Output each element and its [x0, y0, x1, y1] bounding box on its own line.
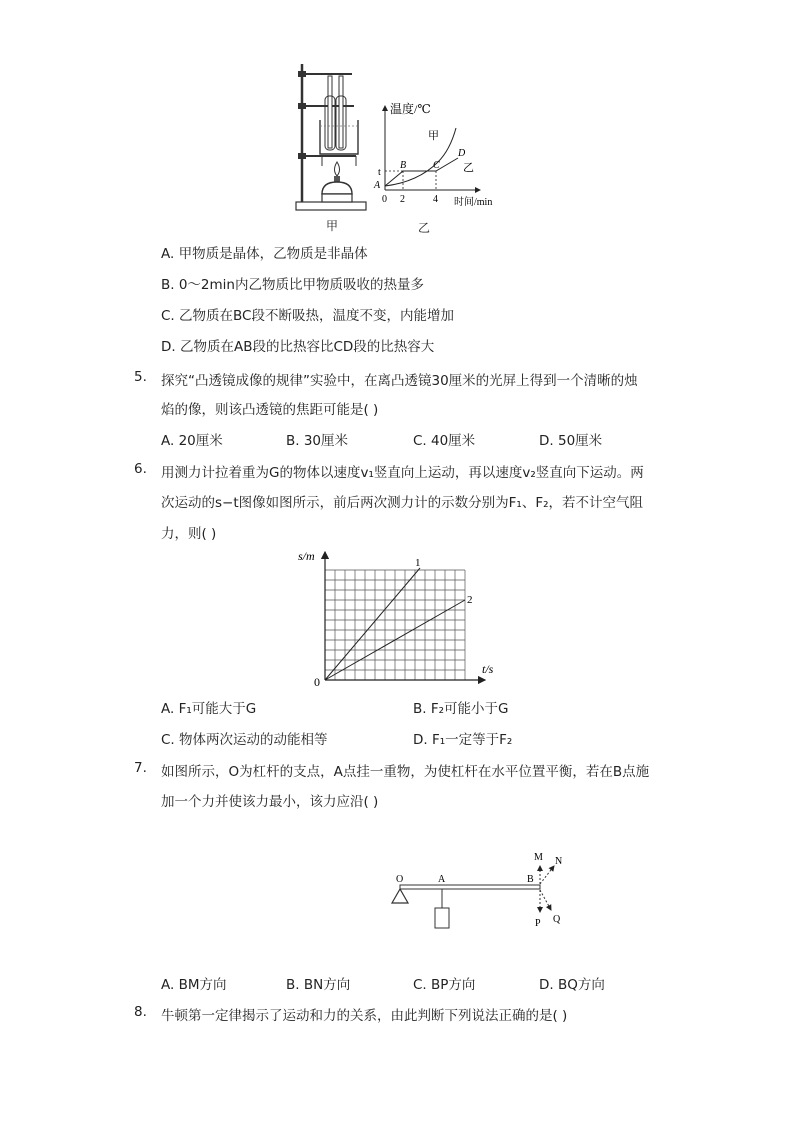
q6-option-d: D. F₁一定等于F₂ — [413, 732, 513, 748]
q5-text-line-1: 探究“凸透镜成像的规律”实验中，在离凸透镜30厘米的光屏上得到一个清晰的烛 — [161, 373, 638, 389]
temperature-time-graph — [368, 100, 508, 212]
q6-option-c: C. 物体两次运动的动能相等 — [161, 732, 328, 748]
q7-text-line-1: 如图所示，O为杠杆的支点，A点挂一重物，为使杠杆在水平位置平衡，若在B点施 — [161, 764, 650, 780]
q8-text-line-1: 牛顿第一定律揭示了运动和力的关系，由此判断下列说法正确的是( ) — [161, 1008, 568, 1024]
q7-option-c: C. BP方向 — [413, 977, 476, 993]
q8-number: 8. — [134, 1004, 147, 1020]
apparatus-caption: 甲 — [326, 219, 339, 233]
q5-option-a: A. 20厘米 — [161, 433, 223, 449]
q6-option-b: B. F₂可能小于G — [413, 701, 509, 717]
hanging-weight — [435, 908, 449, 928]
point-a-label: A — [374, 180, 381, 191]
q6-text-line-3: 力，则( ) — [161, 526, 217, 542]
lever-label-a: A — [438, 874, 446, 885]
q7-option-d: D. BQ方向 — [539, 977, 605, 993]
s-t-graph — [290, 546, 500, 692]
curve-yi — [385, 158, 458, 186]
q6-number: 6. — [134, 461, 147, 477]
graph-xlabel: 时间/min — [454, 197, 493, 208]
curve-jia-label: 甲 — [428, 130, 439, 142]
q5-option-d: D. 50厘米 — [539, 433, 603, 449]
st-origin: 0 — [314, 675, 320, 689]
q7-text-line-2: 加一个力并使该力最小，该力应沿( ) — [161, 794, 379, 810]
graph-ylabel: 温度/℃ — [390, 102, 431, 116]
tick-2: 2 — [400, 194, 405, 205]
q4-option-d: D. 乙物质在AB段的比热容比CD段的比热容大 — [161, 339, 435, 355]
lever-label-n: N — [555, 856, 563, 867]
lever-label-b: B — [527, 874, 534, 885]
heating-apparatus-figure — [292, 62, 374, 214]
q4-option-a: A. 甲物质是晶体，乙物质是非晶体 — [161, 246, 368, 262]
st-line-1 — [325, 568, 420, 680]
q5-number: 5. — [134, 369, 147, 385]
point-b-label: B — [400, 160, 407, 171]
lever-diagram — [388, 848, 584, 934]
q7-option-b: B. BN方向 — [286, 977, 351, 993]
st-xlabel: t/s — [482, 662, 494, 676]
fulcrum — [392, 889, 408, 903]
q4-option-c: C. 乙物质在BC段不断吸热，温度不变，内能增加 — [161, 308, 454, 324]
q6-text-line-2: 次运动的s−t图像如图所示，前后两次测力计的示数分别为F₁、F₂，若不计空气阻 — [161, 495, 643, 511]
tick-4: 4 — [433, 194, 438, 205]
q4-option-b: B. 0～2min内乙物质比甲物质吸收的热量多 — [161, 277, 424, 293]
st-line-1-label: 1 — [415, 557, 421, 569]
lever-label-m: M — [534, 852, 543, 863]
arrow-bq — [540, 890, 551, 910]
lever-label-q: Q — [553, 914, 561, 925]
q5-option-c: C. 40厘米 — [413, 433, 476, 449]
q6-option-a: A. F₁可能大于G — [161, 701, 257, 717]
lever-label-p: P — [535, 918, 541, 929]
curve-yi-label: 乙 — [463, 162, 474, 174]
point-d-label: D — [458, 148, 466, 159]
graph-grid — [325, 570, 465, 680]
q5-option-b: B. 30厘米 — [286, 433, 349, 449]
q5-text-line-2: 焰的像，则该凸透镜的焦距可能是( ) — [161, 402, 379, 418]
q7-number: 7. — [134, 760, 147, 776]
st-ylabel: s/m — [298, 549, 315, 563]
lever-bar — [400, 885, 540, 889]
t-label: t — [378, 167, 381, 178]
st-line-2-label: 2 — [467, 594, 473, 606]
graph-caption: 乙 — [418, 221, 431, 235]
point-c-label: C — [433, 160, 440, 171]
tick-0: 0 — [382, 194, 387, 205]
arrow-bn — [540, 866, 554, 884]
lever-label-o: O — [396, 874, 404, 885]
q7-option-a: A. BM方向 — [161, 977, 227, 993]
q6-text-line-1: 用测力计拉着重为G的物体以速度v₁竖直向上运动，再以速度v₂竖直向下运动。两 — [161, 465, 644, 481]
